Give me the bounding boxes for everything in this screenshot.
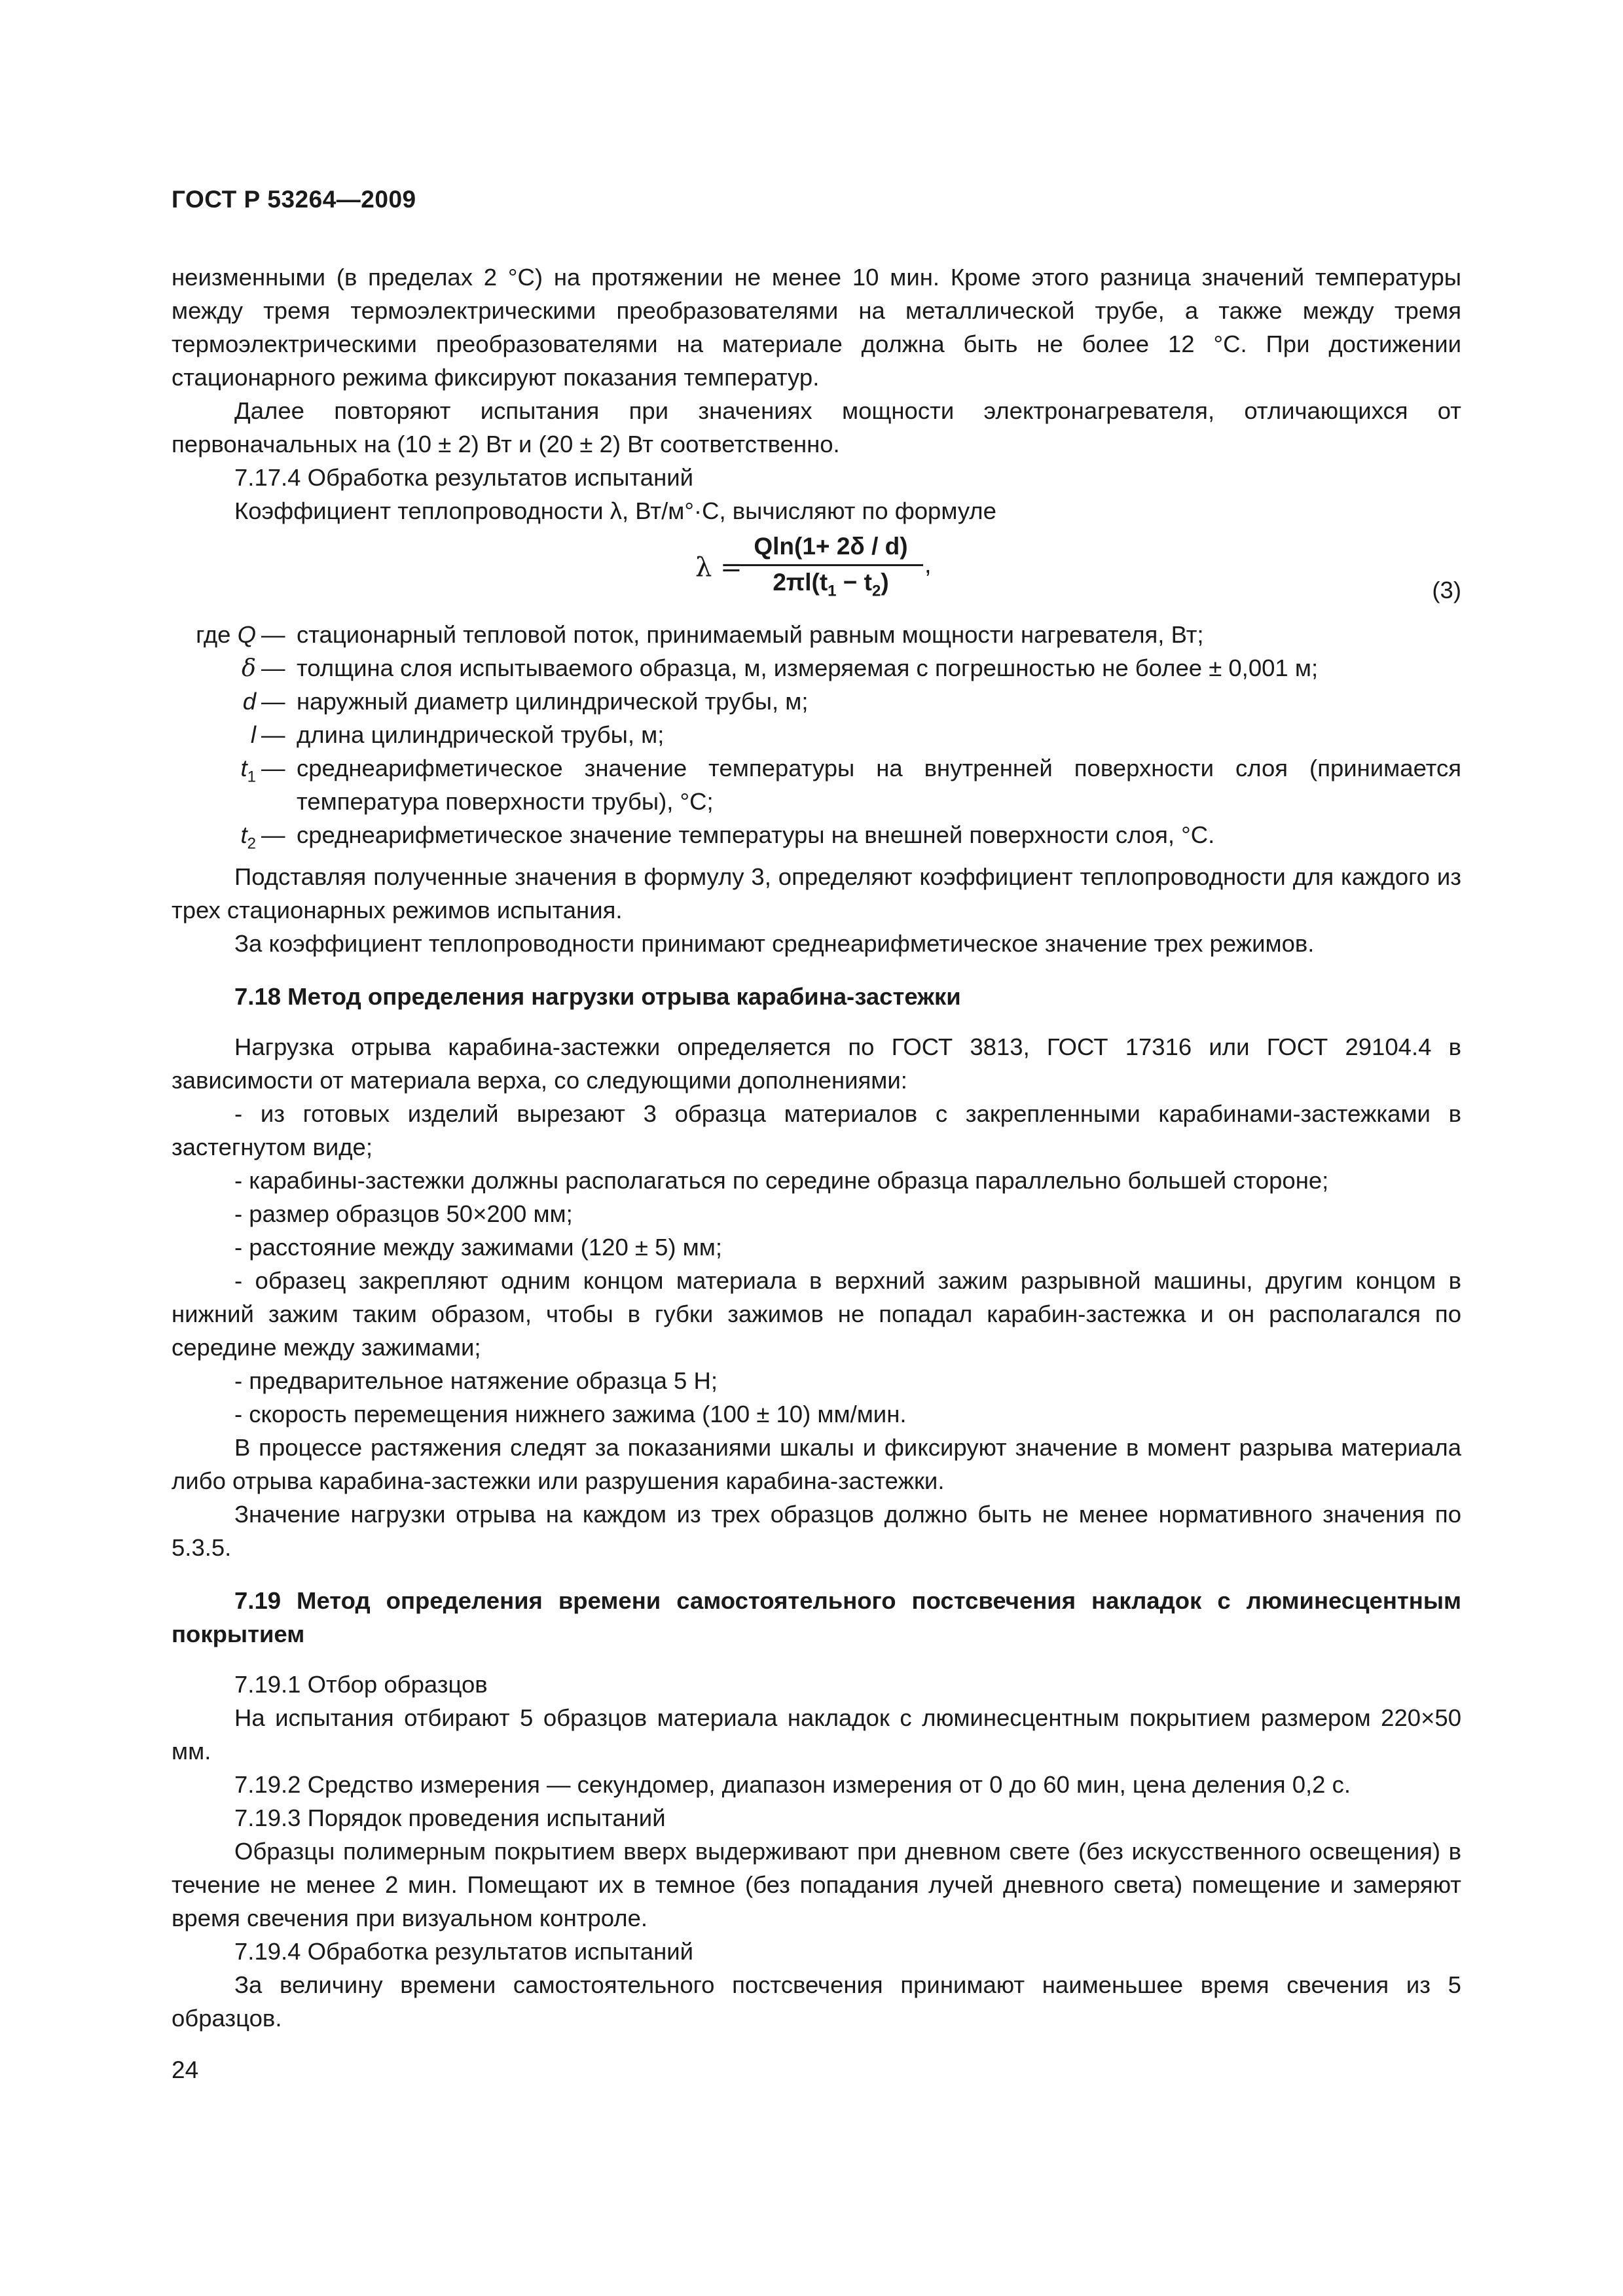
symbol-subscript: 2 [247, 834, 256, 853]
den-part: ) [881, 569, 889, 596]
den-sub: 1 [828, 582, 837, 600]
formula-3 [172, 531, 1461, 611]
list-item: - образец закрепляют одним концом материала в верхний зажим разрывной машины, другим концом в нижний зажим таким образом, чтобы в губки зажимов не попадал карабин-застежка и он располагался по середине между зажимами; [172, 1267, 1461, 1361]
paragraph: 7.19.2 Средство измерения — секундомер, диапазон измерения от 0 до 60 мин, цена деления 0,2 с. [234, 1771, 1351, 1799]
paragraph: Далее повторяют испытания при значениях мощности электронагревателя, отличающихся от первоначальных на (10 ± 2) Вт и (20 ± 2) Вт соответственно. [172, 397, 1461, 457]
paragraph: Образцы полимерным покрытием вверх выдерживают при дневном свете (без искусственного освещения) в течение не менее 2 мин. Помещают их в темное (без попадания лучей дневного света) помещение и замеряют время свечения при визуальном контроле. [172, 1838, 1461, 1932]
definition-symbol [172, 651, 261, 685]
definition-item [172, 818, 1461, 860]
definition-symbol [172, 718, 261, 751]
definitions-list [172, 618, 1461, 860]
paragraph: В процессе растяжения следят за показаниями шкалы и фиксируют значение в момент разрыва материала либо отрыва карабина-застежки или разрушения карабина-застежки. [172, 1434, 1461, 1495]
symbol: t [240, 755, 247, 781]
definition-dash: — [261, 655, 285, 681]
definition-text: длина цилиндрической трубы, м; [297, 721, 665, 748]
list-item: - скорость перемещения нижнего зажима (100 ± 10) мм/мин. [234, 1401, 907, 1428]
document-body [172, 260, 1461, 2035]
paragraph: неизменными (в пределах 2 °С) на протяжении не менее 10 мин. Кроме этого разница значений температуры между тремя термоэлектрическими преобразователями на металлической трубе, а также между тремя термоэлектрическими преобразователями на материале должна быть не более 12 °С. При достижении стационарного режима фиксируют показания температур. [172, 264, 1461, 391]
paragraph: Подставляя полученные значения в формулу 3, определяют коэффициент теплопроводности для каждого из трех стационарных режимов испытания. [172, 863, 1461, 924]
definition-dash: — [261, 688, 285, 715]
section-heading-7-19: 7.19 Метод определения времени самостоятельного постсвечения накладок с люминесцентным покрытием [172, 1587, 1461, 1648]
definition-dash: — [261, 821, 285, 848]
formula-comma: , [924, 551, 932, 579]
definition-symbol [172, 818, 261, 860]
definition-text: среднеарифметическое значение температуры на внешней поверхности слоя, °С. [297, 821, 1215, 848]
definition-item [172, 751, 1461, 818]
formula-denominator [735, 567, 927, 598]
den-part: 2πl(t [773, 569, 828, 596]
paragraph: Коэффициент теплопроводности λ, Вт/м°·С, вычисляют по формуле [234, 497, 996, 524]
formula-numerator: Qln(1+ 2δ / d) [754, 533, 908, 560]
definition-text: наружный диаметр цилиндрической трубы, м; [297, 688, 809, 715]
subsection-title: 7.17.4 Обработка результатов испытаний [234, 464, 694, 491]
equation-number: (3) [1432, 577, 1461, 603]
section-heading-7-18: 7.18 Метод определения нагрузки отрыва карабина-застежки [234, 983, 961, 1011]
symbol-subscript: 1 [247, 768, 256, 786]
symbol: δ [242, 654, 256, 682]
formula-fraction [735, 531, 927, 598]
symbol: t [240, 821, 247, 848]
definition-text: стационарный тепловой поток, принимаемый равным мощности нагревателя, Вт; [297, 621, 1204, 648]
list-item: - расстояние между зажимами (120 ± 5) мм; [234, 1234, 722, 1261]
paragraph: Нагрузка отрыва карабина-застежки определяется по ГОСТ 3813, ГОСТ 17316 или ГОСТ 29104.4 в зависимости от материала верха, со следующими дополнениями: [172, 1033, 1461, 1094]
subsection-title: 7.19.1 Отбор образцов [234, 1671, 488, 1698]
definition-dash: — [261, 721, 285, 748]
paragraph: На испытания отбирают 5 образцов материала накладок с люминесцентным покрытием размером 220×50 мм. [172, 1704, 1461, 1765]
definition-dash: — [261, 755, 285, 781]
document-header: ГОСТ Р 53264—2009 [172, 186, 416, 213]
definition-text: толщина слоя испытываемого образца, м, измеряемая с погрешностью не более ± 0,001 м; [297, 655, 1319, 681]
where-word: где [196, 621, 231, 648]
fraction-bar [739, 564, 923, 566]
page-number: 24 [172, 2056, 199, 2083]
definition-symbol [172, 685, 261, 718]
subsection-title: 7.19.3 Порядок проведения испытаний [234, 1804, 666, 1832]
paragraph: За коэффициент теплопроводности принимают среднеарифметическое значение трех режимов. [234, 930, 1315, 958]
symbol: d [242, 688, 256, 715]
symbol: Q [237, 621, 256, 648]
subsection-title: 7.19.4 Обработка результатов испытаний [234, 1938, 694, 1965]
definition-dash: — [261, 621, 285, 648]
definition-item [172, 618, 1461, 651]
definition-symbol [172, 618, 261, 651]
definition-item [172, 685, 1461, 718]
definition-item [172, 718, 1461, 751]
definition-item [172, 651, 1461, 685]
definition-symbol [172, 751, 261, 793]
den-part: − t [836, 569, 872, 596]
paragraph: За величину времени самостоятельного постсвечения принимают наименьшее время свечения из 5 образцов. [172, 1971, 1461, 2032]
list-item: - из готовых изделий вырезают 3 образца материалов с закрепленными карабинами-застежками в застегнутом виде; [172, 1100, 1461, 1161]
list-item: - размер образцов 50×200 мм; [234, 1200, 573, 1228]
symbol: l [250, 721, 256, 748]
den-sub: 2 [872, 582, 881, 600]
paragraph: Значение нагрузки отрыва на каждом из трех образцов должно быть не менее нормативного значения по 5.3.5. [172, 1501, 1461, 1562]
definition-text: среднеарифметическое значение температуры на внутренней поверхности слоя (принимается температура поверхности трубы), °С; [297, 755, 1461, 815]
list-item: - предварительное натяжение образца 5 Н; [234, 1367, 718, 1395]
list-item: - карабины-застежки должны располагаться по середине образца параллельно большей стороне; [234, 1167, 1329, 1194]
formula-lhs: λ = [695, 552, 742, 583]
